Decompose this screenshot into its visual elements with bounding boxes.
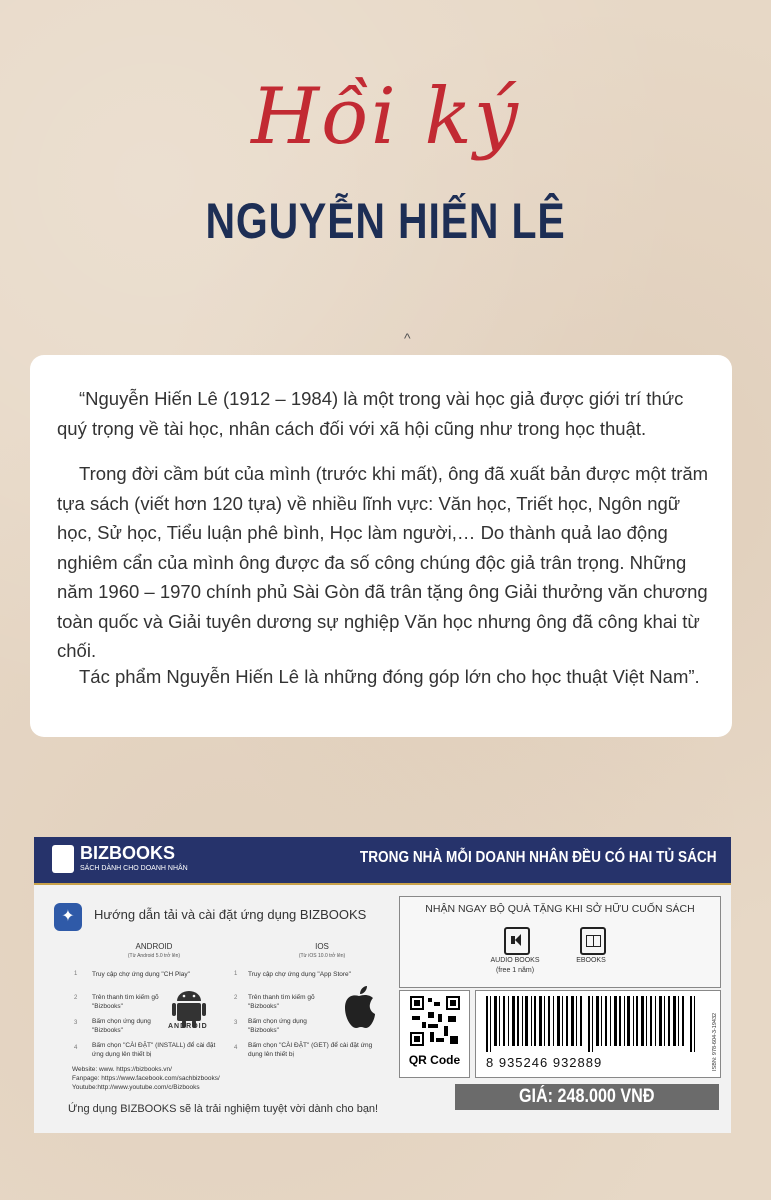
- gift-offer-box: [399, 896, 721, 988]
- audiobook-label: AUDIO BOOKS: [490, 957, 540, 964]
- ios-step-num-2: 2: [234, 995, 238, 1001]
- android-step-num-2: 2: [74, 995, 78, 1001]
- ios-step-num-1: 1: [234, 971, 238, 977]
- ios-step-2: Trên thanh tìm kiếm gõ "Bizbooks": [248, 994, 315, 1010]
- ios-subtitle: (Từ iOS 10.0 trở lên): [298, 953, 346, 959]
- youtube-link[interactable]: Youtube:http://www.youtube.com/c/Bizbooks: [72, 1084, 200, 1091]
- price: GIÁ: 248.000 VNĐ: [519, 1086, 655, 1107]
- ios-title: IOS: [315, 942, 329, 951]
- quote-paragraph-3: Tác phẩm Nguyễn Hiến Lê là những đóng góp lớn cho học thuật Việt Nam”.: [79, 666, 700, 687]
- contact-links: [72, 1065, 220, 1092]
- footer-note: Ứng dụng BIZBOOKS sẽ là trải nghiệm tuyệt vời dành cho bạn!: [68, 1103, 379, 1115]
- bizbooks-app-icon: ✦: [54, 903, 82, 931]
- android-wordmark: ANDROID: [168, 1023, 208, 1030]
- android-step-num-4: 4: [74, 1045, 78, 1051]
- ios-step-3: Bấm chọn ứng dụng "Bizbooks": [248, 1018, 307, 1034]
- bizbooks-header-band: [34, 837, 731, 885]
- bizbooks-logo-icon: [52, 845, 74, 873]
- barcode: [484, 996, 704, 1052]
- bizbooks-brand: BIZBOOKS: [80, 843, 176, 863]
- install-guide-title: Hướng dẫn tải và cài đặt ứng dụng BIZBOOKS: [94, 907, 367, 922]
- bizbooks-slogan: TRONG NHÀ MỖI DOANH NHÂN ĐỀU CÓ HAI TỦ SÁCH: [360, 849, 717, 866]
- qr-code-label: QR Code: [408, 1053, 461, 1067]
- android-step-num-1: 1: [74, 971, 78, 977]
- android-step-4: Bấm chọn "CÀI ĐẶT" (INSTALL) để cài đặt ứng dụng lên thiết bị: [92, 1042, 216, 1058]
- gift-offer-title: NHẬN NGAY BỘ QUÀ TẶNG KHI SỞ HỮU CUỐN SÁCH: [425, 903, 695, 915]
- android-step-2: Trên thanh tìm kiếm gõ "Bizbooks": [92, 994, 159, 1010]
- android-step-1: Truy cập chợ ứng dụng "CH Play": [92, 971, 190, 978]
- quote-paragraph-1: “Nguyễn Hiến Lê (1912 – 1984) là một trong vài học giả được giới trí thức quý trọng về tài học, nhân cách đối với xã hội cũng như trong học thuật.: [57, 388, 684, 439]
- ornament: ^: [404, 330, 411, 346]
- bizbooks-panel: [34, 837, 731, 1133]
- android-step-3: Bấm chọn ứng dụng "Bizbooks": [92, 1018, 151, 1034]
- ios-step-num-4: 4: [234, 1045, 238, 1051]
- quote-paragraph-2: Trong đời cầm bút của mình (trước khi mất), ông đã xuất bản được một trăm tựa sách (viết hơn 120 tựa) về nhiều lĩnh vực: Văn học, Triết học, Ngôn ngữ học, Sử học, Tiểu luận phê bình, Học làm người,… Do thành quả lao động nghiêm cẩn của mình ông được đa số công chúng độc giả trân trọng. Những năm 1960 – 1970 chính phủ Sài Gòn đã trân tặng ông Giải thưởng văn chương toàn quốc và Giải tuyên dương sự nghiệp Văn học nhưng ông đã công khai từ chối.: [57, 463, 709, 661]
- qr-code-box: [399, 990, 470, 1078]
- isbn-vertical: ISBN: 978-604-3-19432: [712, 1012, 718, 1071]
- audiobook-sublabel: (free 1 năm): [495, 967, 535, 974]
- ebook-icon: [580, 927, 606, 955]
- audiobook-icon: [504, 927, 530, 955]
- ios-step-4: Bấm chọn "CÀI ĐẶT" (GET) để cài đặt ứng dụng lên thiết bị: [248, 1042, 373, 1058]
- script-title: Hồi ký: [251, 72, 520, 162]
- price-box: [455, 1084, 719, 1110]
- book-title: NGUYỄN HIẾN LÊ: [205, 193, 566, 249]
- ios-step-num-3: 3: [234, 1020, 238, 1026]
- android-subtitle: (Từ Android 5.0 trở lên): [127, 953, 181, 959]
- apple-icon: [339, 984, 379, 1030]
- qr-code-icon: [410, 996, 460, 1046]
- android-title: ANDROID: [135, 942, 173, 951]
- barcode-box: [475, 990, 721, 1078]
- fanpage-link[interactable]: Fanpage: https://www.facebook.com/sachbizbooks/: [72, 1075, 220, 1082]
- barcode-number: 8 935246 932889: [486, 1055, 603, 1070]
- android-step-num-3: 3: [74, 1020, 78, 1026]
- website-link[interactable]: Website: www. https://bizbooks.vn/: [72, 1066, 172, 1073]
- ebook-label: EBOOKS: [576, 957, 606, 964]
- ios-step-1: Truy cập chợ ứng dụng "App Store": [248, 971, 351, 978]
- quote-box: [30, 355, 732, 737]
- bizbooks-tagline: SÁCH DÀNH CHO DOANH NHÂN: [80, 865, 188, 872]
